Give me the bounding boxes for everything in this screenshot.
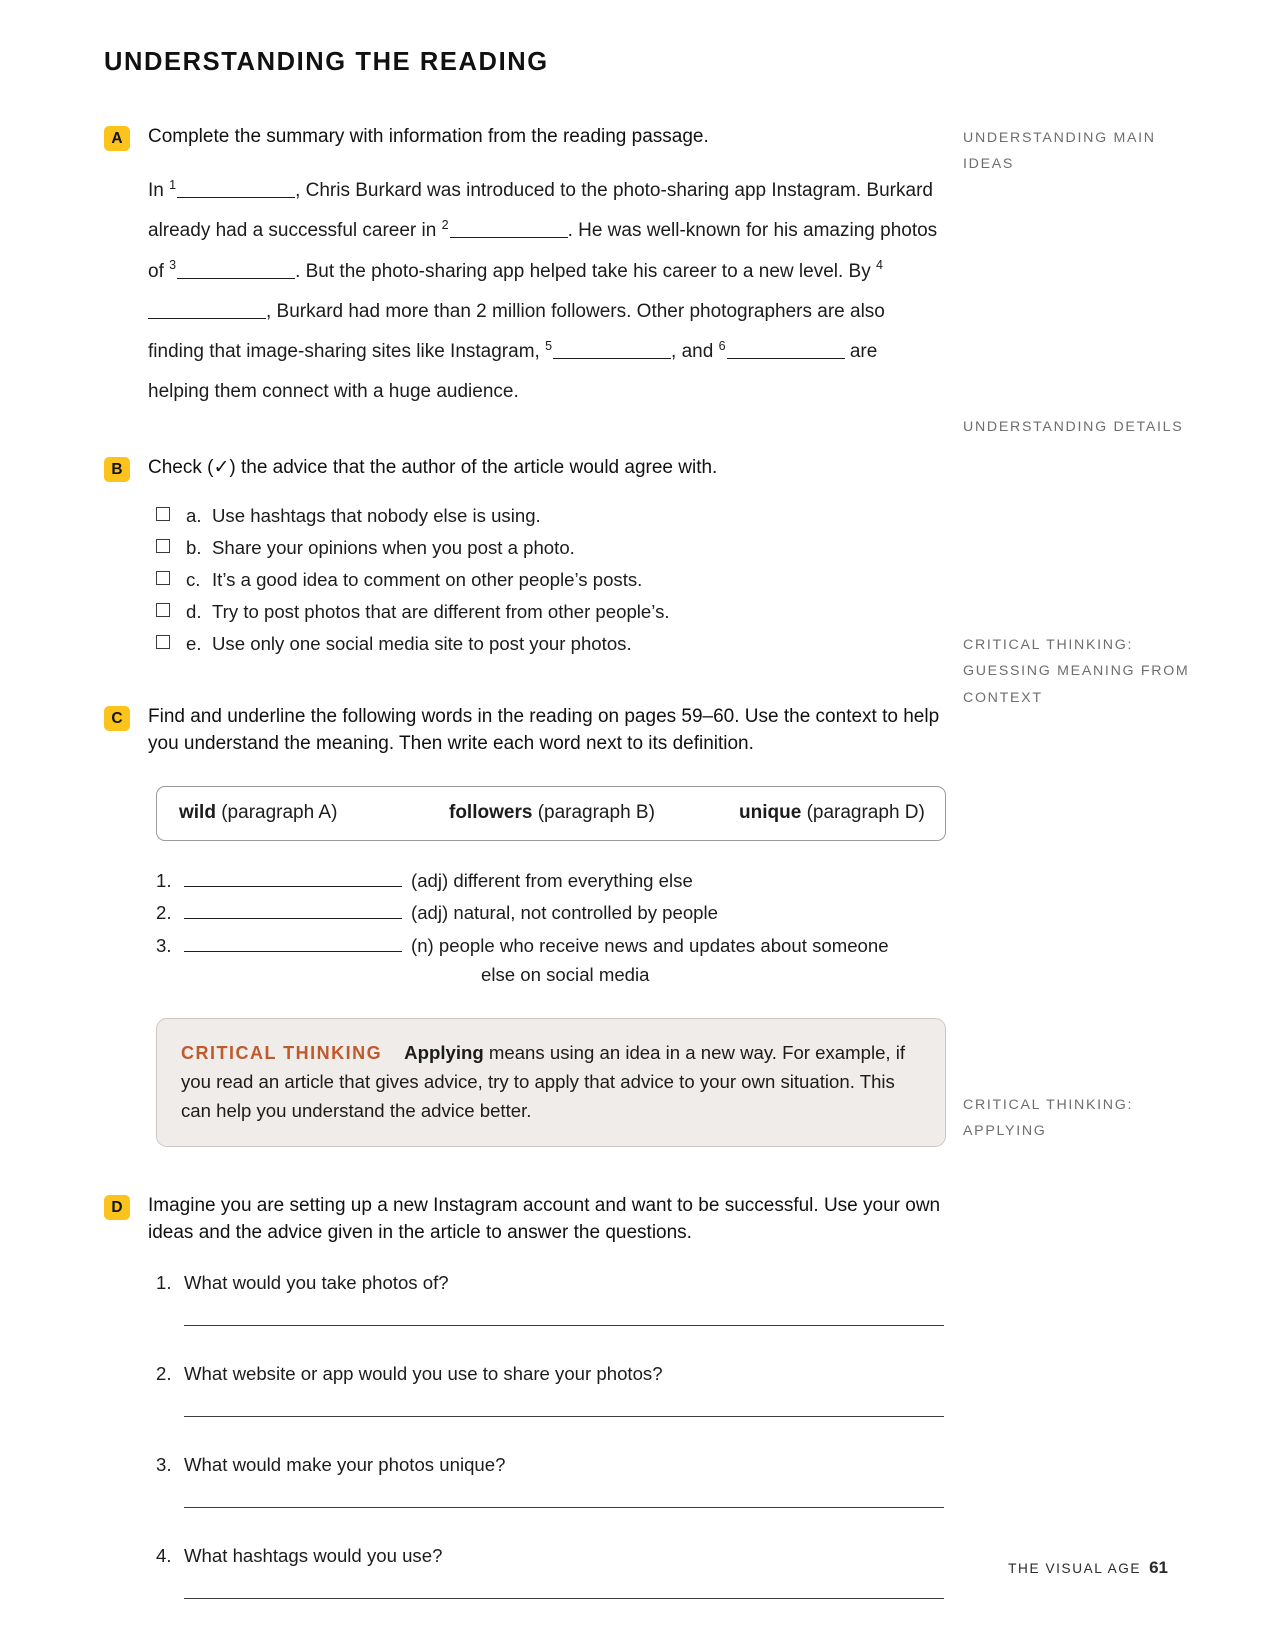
summary-blank-number-4: 4	[876, 258, 883, 273]
exercise-d	[104, 1193, 954, 1599]
option-letter: c.	[186, 569, 201, 591]
critical-thinking-body: means using an idea in a new way. For example, if you read an article that gives advice, try to apply that advice to your own situation. This can help you understand the advice better.	[181, 1041, 906, 1121]
definition-text-line2: else on social media	[481, 964, 650, 986]
summary-blank-number-5: 5	[545, 338, 553, 353]
footer-page-number: 61	[1149, 1558, 1168, 1577]
word-box-source: (paragraph D)	[806, 801, 925, 823]
summary-blank-4[interactable]	[148, 299, 266, 319]
definition-text	[411, 932, 954, 990]
exercise-d-instruction: Imagine you are setting up a new Instagram account and want to be successful. Use your own ideas and the advice given in the article to answer the questions.	[148, 1195, 941, 1244]
list-item	[156, 1269, 954, 1326]
exercise-d-header	[104, 1193, 954, 1247]
exercise-c-letter-badge: C	[104, 706, 130, 731]
option-label: Use hashtags that nobody else is using.	[212, 505, 541, 527]
margin-label-guessing-meaning: CRITICAL THINKING: GUESSING MEANING FROM CONTEXT	[963, 637, 1190, 706]
exercise-a-instruction: Complete the summary with information from the reading passage.	[148, 126, 709, 148]
checkbox-icon[interactable]	[156, 507, 170, 521]
list-item[interactable]	[156, 564, 954, 596]
list-item	[156, 1451, 954, 1508]
exercise-a-header	[104, 124, 954, 151]
list-item[interactable]	[156, 628, 954, 660]
question-number: 3.	[156, 1454, 172, 1476]
definition-text: (adj) different from everything else	[411, 869, 693, 891]
list-item	[156, 865, 954, 898]
option-label: Try to post photos that are different from other people’s.	[212, 601, 670, 623]
definition-answer-blank[interactable]	[184, 900, 402, 919]
question-text: What website or app would you use to share your photos?	[184, 1363, 663, 1385]
exercise-c-header	[104, 704, 954, 758]
summary-text-6: , and	[671, 341, 719, 363]
answer-write-line[interactable]	[184, 1416, 944, 1417]
summary-paragraph	[148, 171, 938, 413]
critical-thinking-label: CRITICAL THINKING	[181, 1042, 383, 1063]
definition-number: 3.	[156, 935, 172, 957]
critical-thinking-bold-lead: Applying	[404, 1041, 484, 1063]
summary-text-5: , Burkard had more than 2 million followers. Other photographers are also finding that image-sharing sites like Instagram,	[148, 300, 885, 363]
option-label: It’s a good idea to comment on other people’s posts.	[212, 569, 643, 591]
summary-blank-3[interactable]	[177, 259, 295, 279]
question-text: What would you take photos of?	[184, 1272, 449, 1294]
summary-blank-1[interactable]	[177, 178, 295, 198]
word-box-source: (paragraph B)	[537, 801, 655, 823]
checkbox-icon[interactable]	[156, 635, 170, 649]
list-item[interactable]	[156, 596, 954, 628]
option-label: Use only one social media site to post your photos.	[212, 633, 632, 655]
page-footer	[1008, 1558, 1168, 1578]
question-number: 2.	[156, 1363, 172, 1385]
summary-blank-2[interactable]	[450, 218, 568, 238]
page-title: UNDERSTANDING THE READING	[104, 48, 549, 76]
checkbox-icon[interactable]	[156, 571, 170, 585]
checkbox-icon[interactable]	[156, 603, 170, 617]
exercise-b	[104, 455, 954, 660]
exercise-b-letter-badge: B	[104, 457, 130, 482]
footer-unit-title: THE VISUAL AGE	[1008, 1561, 1142, 1576]
option-letter: e.	[186, 633, 202, 655]
word-box-word: unique	[739, 801, 802, 823]
option-letter: d.	[186, 601, 202, 623]
main-content-column	[104, 48, 954, 1633]
exercise-c-instruction: Find and underline the following words in the reading on pages 59–60. Use the context to help you understand the meaning. Then write each word next to its definition.	[148, 705, 940, 754]
word-box-entry	[449, 802, 739, 824]
summary-text-4: . But the photo-sharing app helped take his career to a new level. By	[295, 260, 876, 282]
list-item[interactable]	[156, 500, 954, 532]
answer-write-line[interactable]	[184, 1598, 944, 1599]
margin-label-main-ideas: UNDERSTANDING MAIN IDEAS	[963, 130, 1156, 173]
summary-text-3: . He was well-known for his amazing photos of	[148, 220, 938, 282]
option-letter: b.	[186, 537, 202, 559]
margin-label-details: UNDERSTANDING DETAILS	[963, 419, 1184, 435]
exercise-b-option-list	[156, 500, 954, 660]
margin-label-applying: CRITICAL THINKING: APPLYING	[963, 1097, 1134, 1140]
exercise-a	[104, 124, 954, 413]
exercise-d-letter-badge: D	[104, 1195, 130, 1220]
summary-blank-6[interactable]	[727, 339, 845, 359]
list-item	[156, 1360, 954, 1417]
definition-number: 2.	[156, 902, 172, 924]
summary-blank-number-1: 1	[169, 177, 177, 192]
question-line	[156, 1269, 954, 1297]
question-number: 4.	[156, 1544, 172, 1566]
question-line	[156, 1542, 954, 1570]
question-line	[156, 1360, 954, 1388]
exercise-a-letter-badge: A	[104, 126, 130, 151]
list-item	[156, 897, 954, 930]
word-box-entry	[179, 802, 449, 824]
summary-text-1: In	[148, 180, 170, 202]
answer-write-line[interactable]	[184, 1507, 944, 1508]
question-number: 1.	[156, 1272, 172, 1294]
question-text: What hashtags would you use?	[184, 1544, 443, 1566]
question-line	[156, 1451, 954, 1479]
summary-text-2: , Chris Burkard was introduced to the photo-sharing app Instagram. Burkard already had a successful career in	[148, 180, 933, 242]
definition-text: (adj) natural, not controlled by people	[411, 902, 718, 924]
word-box-source: (paragraph A)	[221, 801, 338, 823]
checkbox-icon[interactable]	[156, 539, 170, 553]
critical-thinking-callout	[156, 1018, 946, 1148]
list-item	[156, 1542, 954, 1599]
definition-list	[156, 865, 954, 992]
list-item	[156, 930, 954, 992]
exercise-b-header	[104, 455, 954, 482]
definition-number: 1.	[156, 869, 172, 891]
word-box-word: wild	[179, 801, 216, 823]
summary-blank-5[interactable]	[553, 339, 671, 359]
summary-blank-number-2: 2	[441, 217, 449, 232]
definition-text-line1: (n) people who receive news and updates about someone	[411, 935, 889, 957]
option-letter: a.	[186, 505, 202, 527]
question-text: What would make your photos unique?	[184, 1454, 506, 1476]
summary-blank-number-3: 3	[169, 258, 177, 273]
exercise-d-question-list	[156, 1269, 954, 1599]
word-box-entry	[739, 802, 925, 824]
answer-write-line[interactable]	[184, 1325, 944, 1326]
word-box-word: followers	[449, 801, 533, 823]
exercise-b-instruction: Check (✓) the advice that the author of the article would agree with.	[148, 456, 718, 478]
option-label: Share your opinions when you post a photo.	[212, 537, 575, 559]
summary-blank-number-6: 6	[718, 338, 726, 353]
vocabulary-word-box	[156, 786, 946, 841]
summary-text-7: are helping them connect with a huge audience.	[148, 341, 878, 403]
definition-answer-blank[interactable]	[184, 868, 402, 887]
list-item[interactable]	[156, 532, 954, 564]
exercise-c	[104, 704, 954, 1148]
definition-answer-blank[interactable]	[184, 933, 402, 952]
